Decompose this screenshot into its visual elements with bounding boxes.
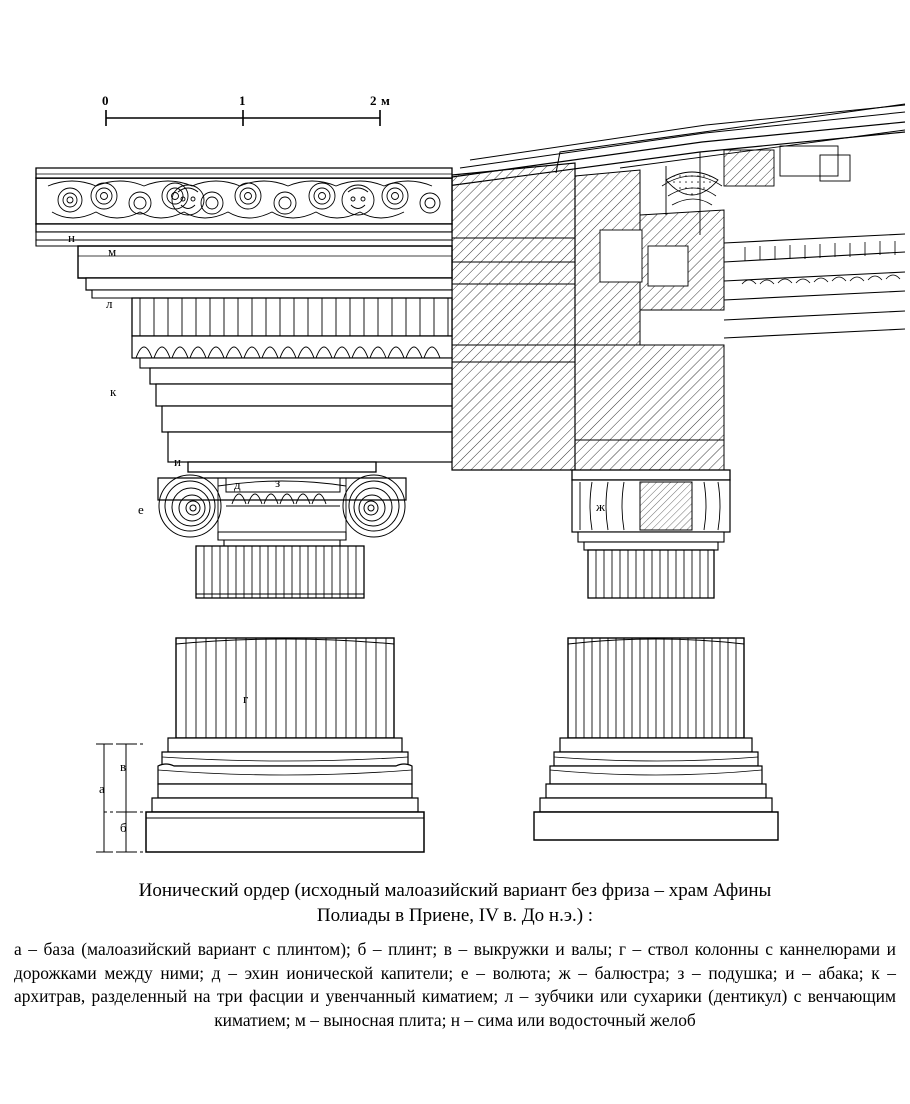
label-n: н xyxy=(68,230,75,245)
scale-bar xyxy=(102,93,390,126)
label-m: м xyxy=(108,244,117,259)
label-k: к xyxy=(110,384,117,399)
column-shaft-upper-front xyxy=(196,546,364,598)
abacus xyxy=(188,462,376,472)
label-i: и xyxy=(174,454,181,469)
label-v: в xyxy=(120,759,127,774)
scale-tick-2: 2 xyxy=(370,93,377,108)
dentil-band xyxy=(132,298,452,368)
column-base-right xyxy=(534,638,778,840)
ionic-capital-front xyxy=(158,475,406,546)
column-shaft-upper-side xyxy=(588,550,714,598)
label-e: е xyxy=(138,502,144,517)
corona-plate xyxy=(78,246,452,298)
figure-caption xyxy=(0,878,910,1032)
caption-legend-text: а – база (малоазийский вариант с плинтом); б – плинт; в – выкружки и валы; г – ствол колонны с каннелюрами и дорожками между ними; д – эхин ионической капители; е – волюта; ж – балюстра; з – подушка; и – абака; к – архитрав, разделенный на три фасции и увенчанный киматием; л – зубчики или сухарики (дентикул) с венчающим киматием; м – выносная плита; н – сима или водосточный желоб xyxy=(14,939,896,1030)
label-z: з xyxy=(275,475,281,490)
caption-title-line-1: Ионический ордер (исходный малоазийский вариант без фриза – храм Афины xyxy=(138,880,772,901)
scale-tick-0: 0 xyxy=(102,93,109,108)
entablature-perspective xyxy=(447,104,905,470)
scale-tick-1: 1 xyxy=(239,93,246,108)
column-base-left xyxy=(146,638,424,852)
label-l: л xyxy=(106,296,113,311)
architrave-fasciae xyxy=(150,368,452,462)
caption-title-line-2: Полиады в Приене, IV в. До н.э.) : xyxy=(316,905,594,926)
sima-ornament-band xyxy=(36,178,452,224)
label-a: а xyxy=(99,781,105,796)
label-g: г xyxy=(243,691,249,706)
label-b: б xyxy=(120,820,127,835)
scale-unit: м xyxy=(381,93,390,108)
label-zh: ж xyxy=(596,499,605,514)
label-d: д xyxy=(234,477,241,492)
